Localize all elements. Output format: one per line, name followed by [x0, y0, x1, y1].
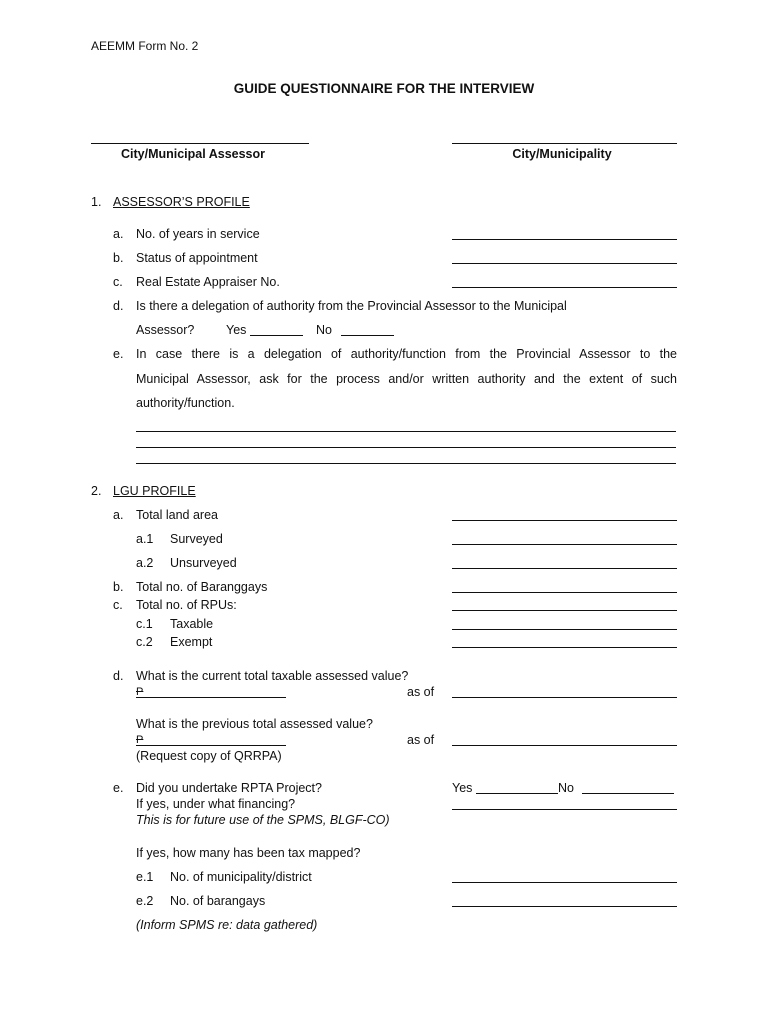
appraiser-no-field[interactable] [452, 287, 677, 288]
exempt-label: Exempt [170, 635, 213, 649]
surveyed-label: Surveyed [170, 532, 223, 546]
assessor-label: City/Municipal Assessor [120, 147, 266, 161]
tax-mapped-question: If yes, how many has been tax mapped? [136, 846, 361, 860]
item-a2-number: a.2 [136, 556, 154, 570]
delegation-yes-label: Yes [226, 323, 247, 337]
current-assessed-value-question: What is the current total taxable assessed value? [136, 669, 409, 683]
form-number: AEEMM Form No. 2 [91, 39, 199, 53]
status-appointment-field[interactable] [452, 263, 677, 264]
unsurveyed-field[interactable] [452, 568, 677, 569]
delegation-no-field[interactable] [341, 335, 394, 336]
barangays-count-label: Total no. of Baranggays [136, 580, 268, 594]
item-d-letter: d. [113, 299, 124, 313]
delegation-process-line3: authority/function. [136, 396, 235, 410]
years-in-service-field[interactable] [452, 239, 677, 240]
barangays-mapped-field[interactable] [452, 906, 677, 907]
item-b-letter: b. [113, 251, 124, 265]
total-land-area-label: Total land area [136, 508, 219, 522]
years-in-service-label: No. of years in service [136, 227, 260, 241]
delegation-process-line2: Municipal Assessor, ask for the process and/or written authority and the extent of such [136, 372, 677, 386]
rpta-no-label: No [558, 781, 574, 795]
taxable-field[interactable] [452, 629, 677, 630]
item-c-letter: c. [113, 275, 123, 289]
municipality-line[interactable] [452, 143, 677, 144]
rpus-count-label: Total no. of RPUs: [136, 598, 237, 612]
item-c1-number: c.1 [136, 617, 153, 631]
financing-field[interactable] [452, 809, 677, 810]
rpta-project-question: Did you undertake RPTA Project? [136, 781, 322, 795]
barangays-mapped-label: No. of barangays [170, 894, 266, 908]
municipality-district-field[interactable] [452, 882, 677, 883]
section2-number: 2. [91, 484, 102, 498]
delegation-question-line2: Assessor? [136, 323, 195, 337]
item-a-letter: a. [113, 508, 124, 522]
previous-as-of-field[interactable] [452, 745, 677, 746]
item-a-letter: a. [113, 227, 124, 241]
appraiser-no-label: Real Estate Appraiser No. [136, 275, 280, 289]
rpta-no-field[interactable] [582, 793, 674, 794]
peso-symbol: P [136, 734, 144, 746]
previous-assessed-value-question: What is the previous total assessed value? [136, 717, 373, 731]
item-c2-number: c.2 [136, 635, 153, 649]
as-of-label: as of [407, 685, 435, 699]
delegation-answer-line[interactable] [136, 463, 676, 464]
surveyed-field[interactable] [452, 544, 677, 545]
item-d-letter: d. [113, 669, 124, 683]
item-b-letter: b. [113, 580, 124, 594]
rpta-yes-field[interactable] [476, 793, 558, 794]
delegation-no-label: No [316, 323, 332, 337]
item-a1-number: a.1 [136, 532, 154, 546]
request-copy-note: (Request copy of QRRPA) [136, 749, 282, 763]
municipality-district-label: No. of municipality/district [170, 870, 312, 884]
peso-symbol: P [136, 686, 144, 698]
current-as-of-field[interactable] [452, 697, 677, 698]
delegation-question-line1: Is there a delegation of authority from the Provincial Assessor to the Municipal [136, 299, 567, 313]
unsurveyed-label: Unsurveyed [170, 556, 237, 570]
delegation-process-line1: In case there is a delegation of authority/function from the Provincial Assessor to the [136, 347, 677, 361]
delegation-answer-line[interactable] [136, 431, 676, 432]
future-use-note: This is for future use of the SPMS, BLGF-CO) [136, 813, 390, 827]
item-c-letter: c. [113, 598, 123, 612]
rpta-yes-label: Yes [452, 781, 473, 795]
section2-title: LGU PROFILE [113, 484, 196, 498]
item-e-letter: e. [113, 781, 124, 795]
rpus-count-field[interactable] [452, 610, 677, 611]
assessor-signature-line[interactable] [91, 143, 309, 144]
delegation-yes-field[interactable] [250, 335, 303, 336]
as-of-label: as of [407, 733, 435, 747]
exempt-field[interactable] [452, 647, 677, 648]
item-e1-number: e.1 [136, 870, 154, 884]
inform-spms-note: (Inform SPMS re: data gathered) [136, 918, 318, 932]
item-e2-number: e.2 [136, 894, 154, 908]
financing-question: If yes, under what financing? [136, 797, 296, 811]
barangays-count-field[interactable] [452, 592, 677, 593]
page-title: GUIDE QUESTIONNAIRE FOR THE INTERVIEW [233, 81, 535, 96]
item-e-letter: e. [113, 347, 124, 361]
status-appointment-label: Status of appointment [136, 251, 258, 265]
current-assessed-value-field[interactable] [136, 697, 286, 698]
delegation-answer-line[interactable] [136, 447, 676, 448]
taxable-label: Taxable [170, 617, 214, 631]
previous-assessed-value-field[interactable] [136, 745, 286, 746]
section1-title: ASSESSOR’S PROFILE [113, 195, 250, 209]
section1-number: 1. [91, 195, 102, 209]
municipality-label: City/Municipality [512, 147, 612, 161]
total-land-area-field[interactable] [452, 520, 677, 521]
